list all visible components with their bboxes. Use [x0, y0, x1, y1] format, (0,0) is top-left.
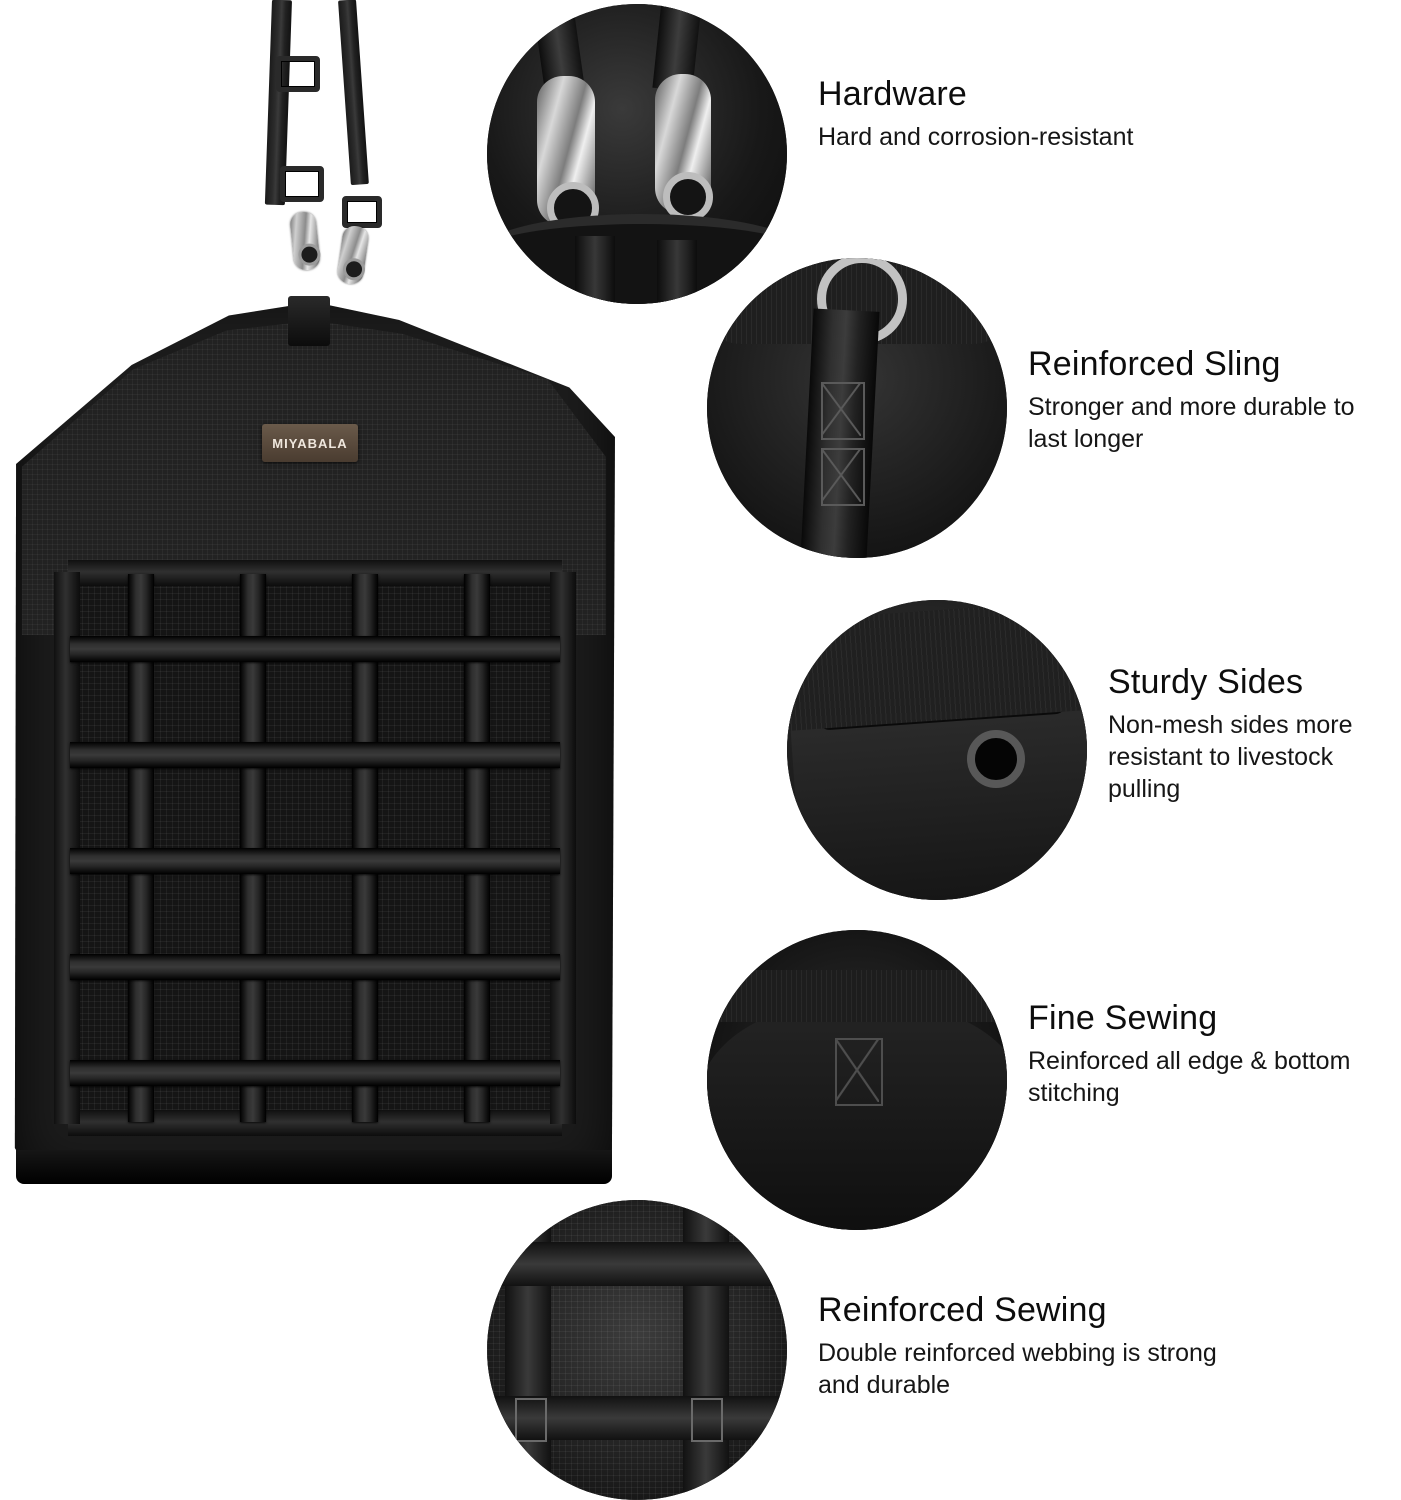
shoulder-strap-right [338, 0, 369, 185]
slider-buckle-icon [276, 56, 320, 92]
feature-title-reinforced-sewing: Reinforced Sewing [818, 1291, 1107, 1329]
webbing-grid [68, 572, 562, 1124]
feature-desc-fine-sewing: Reinforced all edge & bottom stitching [1028, 1047, 1351, 1108]
feature-text-hardware [818, 76, 1338, 153]
feature-desc-hardware: Hard and corrosion-resistant [818, 123, 1134, 152]
bottom-binding [16, 1150, 612, 1184]
webbing-horizontal [70, 742, 560, 768]
feature-desc-sturdy-sides: Non-mesh sides more resistant to livestock pulling [1108, 711, 1353, 804]
feature-title-reinforced-sling: Reinforced Sling [1028, 345, 1281, 383]
feature-text-reinforced-sewing [818, 1292, 1218, 1401]
webbing-horizontal [70, 954, 560, 980]
snap-hook-icon [289, 211, 321, 271]
feature-desc-reinforced-sewing: Double reinforced webbing is strong and durable [818, 1339, 1217, 1400]
feature-photo-reinforced-sewing [487, 1200, 787, 1500]
feature-text-sturdy-sides [1108, 664, 1401, 805]
feature-photo-sturdy-sides [787, 600, 1087, 900]
feature-photo-fine-sewing [707, 930, 1007, 1230]
feature-title-fine-sewing: Fine Sewing [1028, 999, 1218, 1037]
grommet-icon [967, 730, 1025, 788]
feature-desc-reinforced-sling: Stronger and more durable to last longer [1028, 393, 1355, 454]
brand-tag [262, 424, 358, 462]
feature-photo-reinforced-sling [707, 258, 1007, 558]
webbing-horizontal [70, 848, 560, 874]
feature-title-hardware: Hardware [818, 75, 967, 113]
slider-buckle-icon [280, 166, 324, 202]
webbing-horizontal [70, 636, 560, 662]
brand-tag-label: MIYABALA [272, 435, 348, 451]
feature-text-fine-sewing [1028, 1000, 1358, 1109]
feature-title-sturdy-sides: Sturdy Sides [1108, 663, 1304, 701]
feature-text-reinforced-sling [1028, 346, 1368, 455]
webbing-horizontal [70, 1060, 560, 1086]
hanging-tab [288, 296, 330, 346]
snap-hook-icon [336, 224, 370, 285]
slider-buckle-icon [342, 196, 382, 228]
hay-bag-body [10, 284, 618, 1184]
